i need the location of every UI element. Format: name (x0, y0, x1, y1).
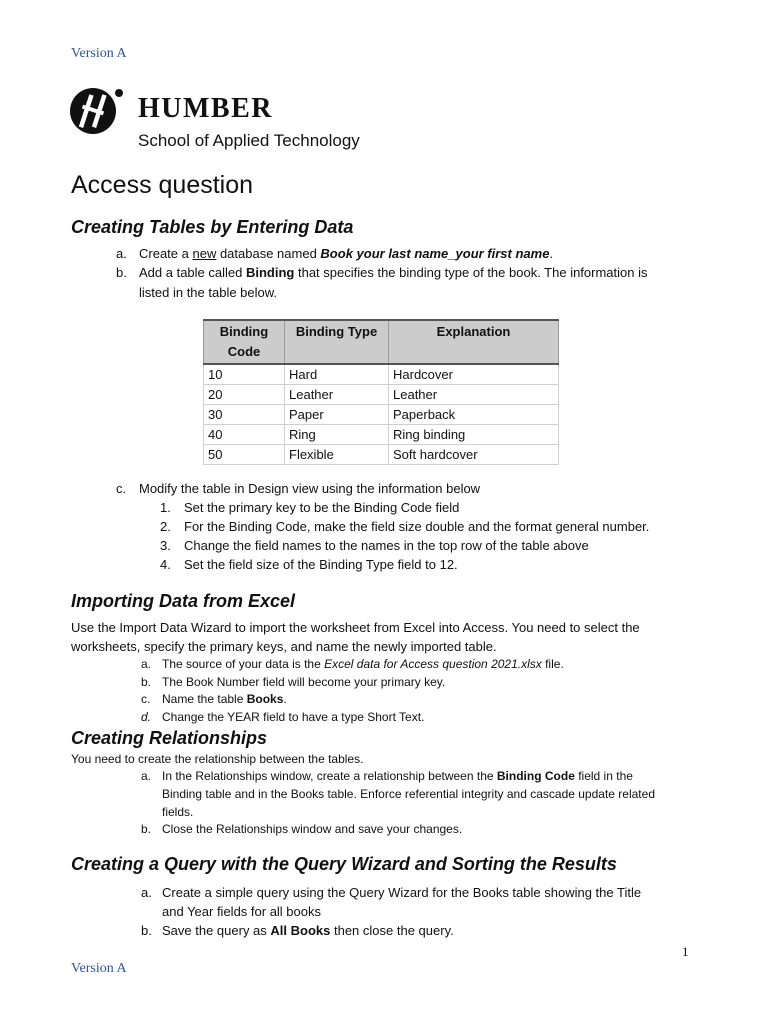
table-row (204, 445, 559, 465)
header-version: Version A (71, 46, 127, 61)
heading-query-wizard: Creating a Query with the Query Wizard and Sorting the Results (71, 854, 617, 874)
step-text: Change the field names to the names in the top row of the table above (184, 538, 589, 553)
list-marker: a. (141, 657, 152, 671)
logo-subtitle: School of Applied Technology (138, 131, 360, 150)
list-marker: d. (141, 710, 152, 724)
list-marker: b. (141, 822, 152, 836)
list-item-query-a-line2: and Year fields for all books (162, 904, 321, 919)
table-header-cell: Explanation (389, 320, 559, 364)
list-text: Create a new database named Book your last name_your first name. (139, 246, 554, 261)
list-text: Name the table Books. (162, 692, 287, 706)
relationships-intro: You need to create the relationship between the tables. (71, 752, 364, 766)
logo-name: HUMBER (138, 93, 273, 124)
step-marker: 2. (160, 519, 171, 534)
table-cell: Flexible (285, 445, 389, 465)
list-marker: c. (141, 692, 151, 706)
table-cell: 30 (204, 405, 285, 425)
table-row (204, 364, 559, 385)
table-header-row (204, 320, 559, 364)
table-cell: 20 (204, 385, 285, 405)
binding-table (203, 319, 559, 465)
table-row (204, 385, 559, 405)
page-number: 1 (682, 944, 689, 959)
table-cell: Ring binding (389, 425, 559, 445)
step-marker: 1. (160, 500, 171, 515)
heading-creating-relationships: Creating Relationships (71, 728, 268, 748)
list-marker: b. (116, 265, 127, 280)
table-cell: 40 (204, 425, 285, 445)
table-cell: Ring (285, 425, 389, 445)
list-text: Modify the table in Design view using the information below (139, 481, 481, 496)
import-paragraph-line2: worksheets, specify the primary keys, and name the newly imported table. (71, 639, 497, 654)
table-cell: 10 (204, 364, 285, 385)
list-marker: a. (116, 246, 127, 261)
list-marker: c. (116, 481, 127, 496)
list-item-relationships-a-line2: Binding table and in the Books table. Enforce referential integrity and cascade update related (162, 787, 655, 801)
heading-creating-tables: Creating Tables by Entering Data (71, 217, 354, 237)
import-paragraph-line1: Use the Import Data Wizard to import the worksheet from Excel into Access. You need to select the (71, 620, 640, 635)
table-cell: 50 (204, 445, 285, 465)
list-marker: a. (141, 769, 152, 783)
list-text: Change the YEAR field to have a type Short Text. (162, 710, 425, 724)
table-cell: Hard (285, 364, 389, 385)
step-marker: 3. (160, 538, 171, 553)
list-text: The source of your data is the Excel data for Access question 2021.xlsx file. (162, 657, 564, 671)
table-header-cell: Binding Type (285, 320, 389, 364)
table-row (204, 425, 559, 445)
step-marker: 4. (160, 557, 171, 572)
step-text: Set the field size of the Binding Type field to 12. (184, 557, 458, 572)
list-marker: b. (141, 675, 152, 689)
footer-version: Version A (71, 961, 127, 976)
page-title: Access question (71, 171, 254, 199)
step-text: For the Binding Code, make the field size double and the format general number. (184, 519, 650, 534)
table-header-cell: Binding Code (204, 320, 285, 364)
humber-logo-icon (70, 84, 124, 136)
table-cell: Hardcover (389, 364, 559, 385)
step-text: Set the primary key to be the Binding Code field (184, 500, 460, 515)
list-text: Close the Relationships window and save your changes. (162, 822, 463, 836)
table-cell: Paperback (389, 405, 559, 425)
list-text: In the Relationships window, create a relationship between the Binding Code field in the (162, 769, 633, 783)
table-cell: Leather (389, 385, 559, 405)
list-text: Save the query as All Books then close the query. (162, 923, 454, 938)
list-item-relationships-a-line3: fields. (162, 805, 194, 819)
list-item-tables-b-continued: listed in the table below. (139, 285, 278, 300)
heading-importing-data: Importing Data from Excel (71, 591, 296, 611)
list-marker: a. (141, 885, 152, 900)
list-text: Add a table called Binding that specifies the binding type of the book. The information is (139, 265, 648, 280)
table-cell: Paper (285, 405, 389, 425)
table-cell: Soft hardcover (389, 445, 559, 465)
list-text: Create a simple query using the Query Wizard for the Books table showing the Title (162, 885, 642, 900)
list-text: The Book Number field will become your primary key. (162, 675, 446, 689)
table-row (204, 405, 559, 425)
list-marker: b. (141, 923, 152, 938)
table-cell: Leather (285, 385, 389, 405)
